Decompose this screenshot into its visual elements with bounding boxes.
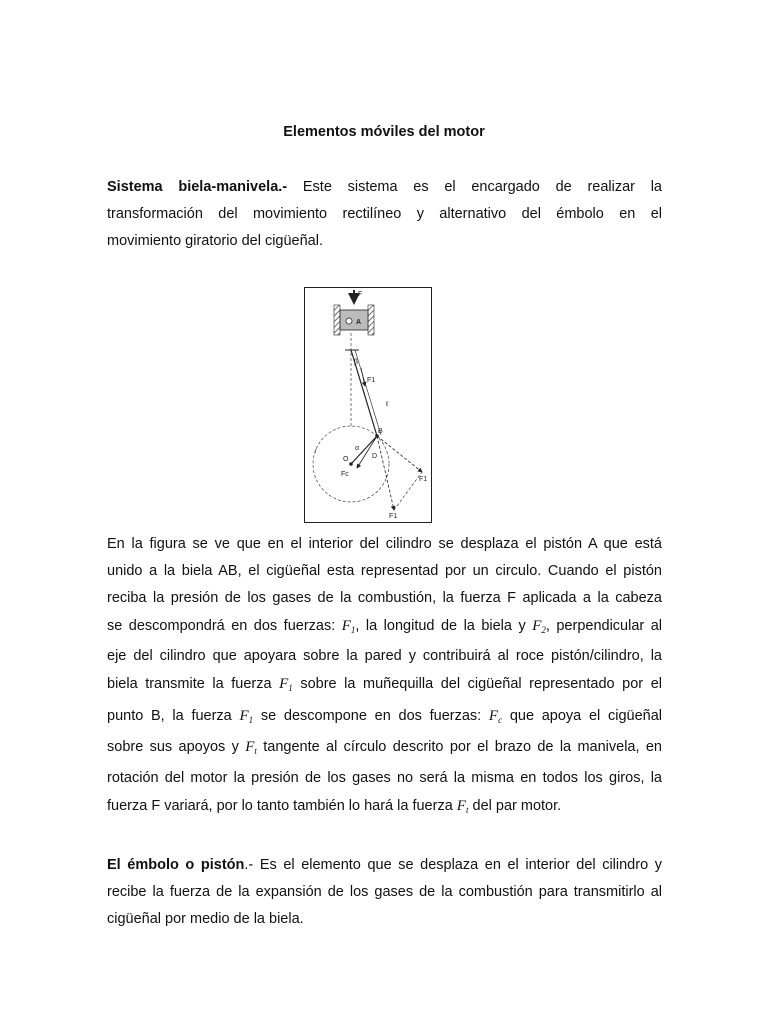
- text-span: biela transmite la fuerza: [107, 676, 280, 692]
- text-line: movimiento giratorio del cigüeñal.: [107, 233, 323, 249]
- force-parallelogram-side: [394, 472, 422, 510]
- connecting-rod-edge: [355, 350, 381, 435]
- crank-mechanism-diagram: [305, 288, 431, 522]
- text-line: transformación del movimiento rectilíneo y alternativo del émbolo en el: [107, 206, 662, 222]
- math-symbol: F: [456, 798, 466, 814]
- math-subscript: t: [465, 805, 469, 815]
- text-line: En la figura se ve que en el interior del cilindro se desplaza el pistón A que está: [107, 536, 662, 552]
- label-f1-bottom: F1: [389, 513, 398, 520]
- paragraph-figure-explanation: [107, 535, 662, 821]
- text-span: Este sistema es el encargado de realizar la: [287, 179, 662, 195]
- page-title: Elementos móviles del motor: [283, 124, 485, 140]
- crank-mechanism-figure: [304, 287, 432, 523]
- math-symbol: F: [488, 708, 499, 724]
- label-b: B: [378, 428, 383, 435]
- text-line: [107, 617, 662, 647]
- text-span: sobre sus apoyos y: [107, 739, 246, 755]
- label-d: D: [372, 453, 378, 460]
- math-f1: [239, 708, 253, 724]
- math-symbol: F: [279, 676, 289, 692]
- text-line: reciba la presión de los gases de la combustión, la fuerza F aplicada a la cabeza: [107, 590, 662, 606]
- math-symbol: F: [532, 618, 542, 634]
- text-span: .- Es el elemento que se desplaza en el interior del cilindro y: [244, 857, 662, 873]
- text-line: [107, 738, 662, 769]
- text-span: punto B, la fuerza: [107, 708, 240, 724]
- math-f1: [279, 676, 293, 692]
- rotation-arrow: ↑: [314, 448, 318, 455]
- text-line: unido a la biela AB, el cigüeñal esta representad por un circulo. Cuando el pistón: [107, 563, 662, 579]
- label-beta: β: [354, 359, 359, 366]
- text-span: tangente al círculo descrito por el brazo de la manivela, en: [256, 739, 662, 755]
- label-ell: ℓ: [386, 401, 389, 408]
- section-heading-embolo: El émbolo o pistón: [107, 857, 245, 873]
- math-f2: [532, 618, 546, 634]
- math-ft: [245, 739, 257, 755]
- math-symbol: F: [239, 708, 249, 724]
- text-span: que apoya el cigüeñal: [502, 708, 662, 724]
- math-symbol: F: [341, 618, 351, 634]
- text-line: [107, 178, 662, 205]
- piston: [340, 310, 368, 330]
- section-heading-biela-manivela: Sistema biela-manivela.-: [107, 179, 288, 195]
- piston-pin: [346, 318, 352, 324]
- force-f1-bottom-arrow: [377, 436, 394, 510]
- text-line: cigüeñal por medio de la biela.: [107, 911, 304, 927]
- label-f: F: [358, 291, 363, 298]
- math-fc: [489, 708, 502, 724]
- crank-center: [349, 462, 353, 466]
- text-line: rotación del motor la presión de los gases no será la misma en todos los giros, la: [107, 770, 662, 786]
- math-subscript: 2: [541, 625, 546, 635]
- math-subscript: 1: [288, 683, 293, 693]
- text-line: [107, 856, 662, 883]
- math-subscript: 1: [350, 625, 356, 635]
- text-line: recibe la fuerza de la expansión de los gases de la combustión para transmitirlo al: [107, 884, 662, 900]
- label-f1-rod: F1: [367, 377, 376, 384]
- label-alpha: α: [355, 445, 360, 452]
- text-span: , la longitud de la biela y: [355, 618, 533, 634]
- label-o: O: [343, 456, 349, 463]
- math-symbol: F: [245, 739, 255, 755]
- text-line: eje del cilindro que apoyara sobre la pared y contribuirá al roce pistón/cilindro, la: [107, 648, 662, 664]
- text-span: se descompone en dos fuerzas:: [253, 708, 489, 724]
- paragraph-embolo-piston: [107, 856, 662, 937]
- text-span: fuerza F variará, por lo tanto también lo hará la fuerza: [107, 798, 457, 814]
- math-ft: [457, 798, 469, 814]
- math-subscript: c: [498, 715, 503, 725]
- paragraph-biela-manivela: [107, 178, 662, 259]
- cylinder-wall-right: [368, 305, 374, 335]
- label-f1-right: F1: [419, 476, 428, 483]
- force-fc-arrow: [357, 436, 377, 468]
- label-fc: Fc: [341, 471, 349, 478]
- text-line: [107, 797, 662, 821]
- math-subscript: 1: [248, 715, 254, 725]
- text-line: [107, 707, 662, 738]
- cylinder-wall-left: [334, 305, 340, 335]
- text-span: se descompondrá en dos fuerzas:: [107, 618, 342, 634]
- math-subscript: t: [254, 746, 257, 756]
- text-span: , perpendicular al: [545, 618, 662, 634]
- text-line: [107, 675, 662, 707]
- label-a: A: [356, 319, 362, 326]
- text-span: sobre la muñequilla del cigüeñal representado por el: [292, 676, 662, 692]
- math-f1: [342, 618, 356, 634]
- text-span: del par motor.: [468, 798, 562, 814]
